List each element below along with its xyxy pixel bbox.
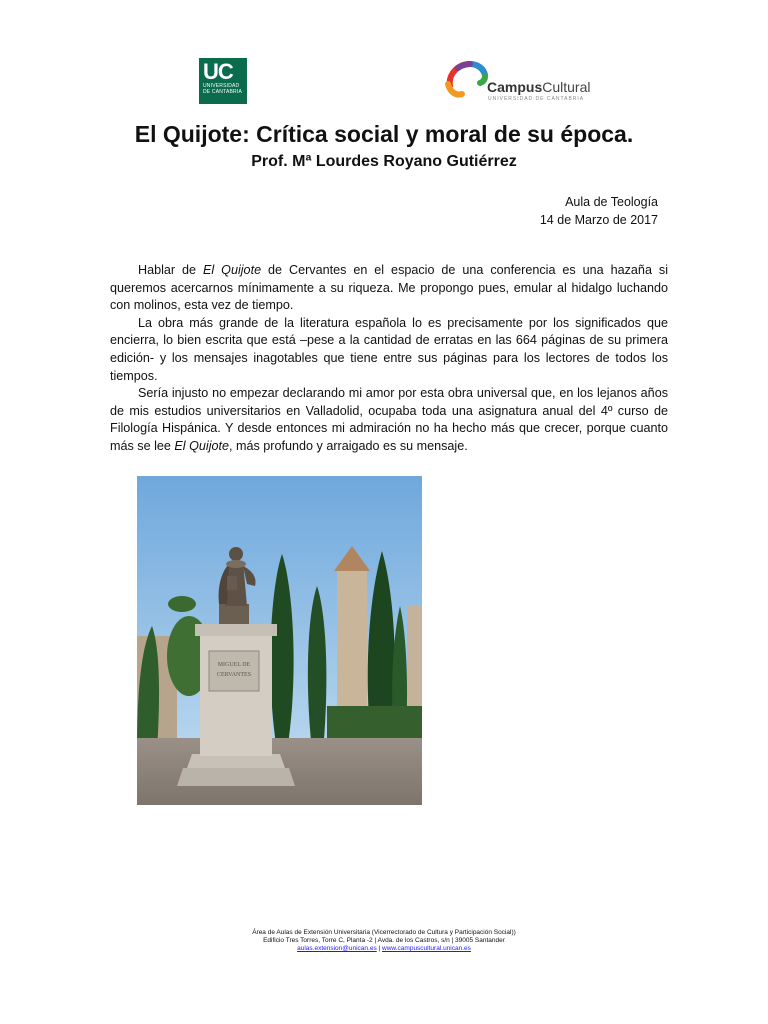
paragraph-1-start: Hablar de [138,263,204,277]
campus-cultural-wordmark [487,79,590,95]
uc-logo-mark: UC [203,59,233,84]
plaque-line-1: MIGUEL DE [217,662,251,668]
uc-logo-line1: UNIVERSIDAD [203,83,240,89]
cervantes-statue-photo [137,476,422,805]
footer-web-link[interactable]: www.campuscultural.unican.es [382,945,471,952]
paragraph-3 [110,385,668,455]
paragraph-1-italic: El Quijote [203,263,262,277]
paragraph-1 [110,262,668,315]
campus-word: Campus [487,79,543,95]
venue-label: Aula de Teología [565,195,658,209]
cultural-word: Cultural [542,79,591,95]
uc-logo-line2: DE CANTABRIA [203,89,242,95]
document-body [110,262,668,456]
uc-logo [199,58,247,104]
paragraph-1-end: de Cervantes en el espacio de una conferencia es una hazaña si queremos acercarnos mínimamente a su riqueza. Me propongo pues, emular al hidalgo luchando con molinos, esta vez de tiempo. [110,263,668,313]
footer-email-link[interactable]: aulas.extension@unican.es [297,945,377,952]
document-author: Prof. Mª Lourdes Royano Gutiérrez [251,153,517,170]
paragraph-3-start: Sería injusto no empezar declarando mi amor por esta obra universal que, en los lejanos años de mis estudios universitarios en Valladolid, ocupaba toda una asignatura anual del 4º curso de Filología Hispánica. Y desde entonces mi admiración no ha hecho más que crecer, porque cuanto más se lee [110,386,668,453]
footer-line-3 [0,945,768,953]
paragraph-2: La obra más grande de la literatura española lo es precisamente por los significados que encierra, lo bien escrita que está –pese a la cantidad de erratas en las 664 páginas de su primera edición- y los mensajes inagotables que tiene entre sus páginas para los lectores de todos los tiempos. [110,315,668,383]
date-label: 14 de Marzo de 2017 [539,213,658,227]
campus-cultural-swirl-icon [444,58,488,100]
paragraph-3-end: , más profundo y arraigado es su mensaje. [229,438,468,453]
footer-line-1: Área de Aulas de Extensión Universitaria (Vicerrectorado de Cultura y Participación Social)) [252,929,516,936]
footer-line-2: Edificio Tres Torres, Torre C, Planta -2 | Avda. de los Castros, s/n | 39005 Santander [263,937,505,944]
plaque-line-2: CERVANTES [216,672,252,678]
campus-cultural-subtitle: UNIVERSIDAD DE CANTABRIA [488,96,585,102]
document-meta [540,193,658,229]
paragraph-3-italic: El Quijote [174,438,230,453]
campus-cultural-logo [444,58,604,106]
footer-separator: | [376,945,383,952]
document-title: El Quijote: Crítica social y moral de su época. [134,121,634,147]
document-footer [0,929,768,953]
